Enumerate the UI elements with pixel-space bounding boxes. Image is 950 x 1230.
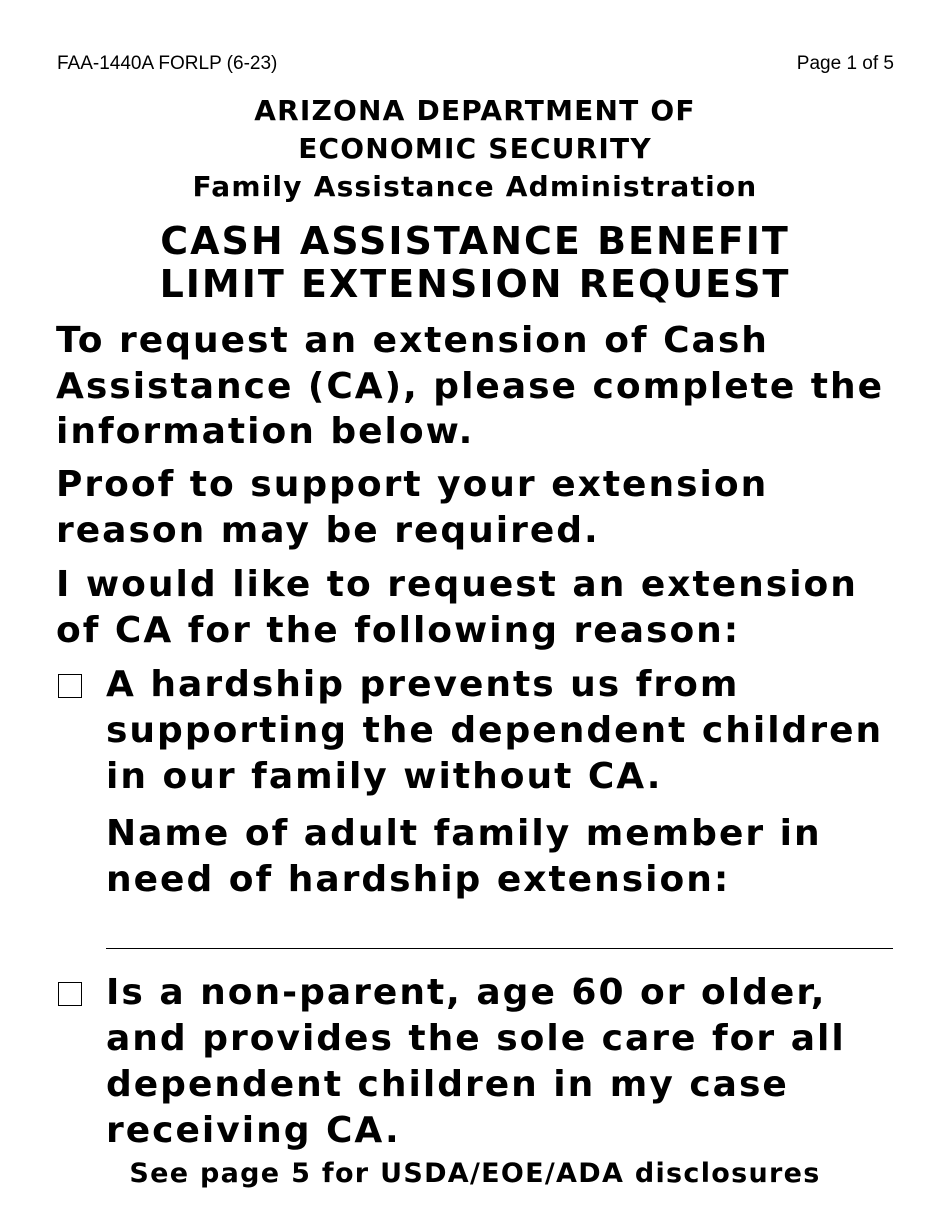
non-parent-option-line: dependent children in my case [106,1064,789,1105]
non-parent-checkbox[interactable] [58,982,82,1006]
disclosure-note: See page 5 for USDA/EOE/ADA disclosures [129,1158,821,1189]
form-title-line-2: LIMIT EXTENSION REQUEST [159,262,791,306]
hardship-name-label [106,811,906,903]
agency-division: Family Assistance Administration [192,170,758,203]
agency-heading [0,92,950,206]
request-line: of CA for the following reason: [56,609,741,651]
proof-line: reason may be required. [56,509,600,551]
proof-line: Proof to support your extension [56,464,769,505]
hardship-option-label [106,662,906,800]
page-number: Page 1 of 5 [796,53,894,74]
intro-paragraph [56,318,916,455]
proof-paragraph [56,462,916,553]
intro-line: Assistance (CA), please complete the [56,365,885,407]
form-title-line-1: CASH ASSISTANCE BENEFIT [160,219,790,263]
form-title [0,220,950,306]
agency-name-line-1: ARIZONA DEPARTMENT OF [254,94,696,127]
adult-family-member-name-field[interactable] [106,948,893,949]
request-line: I would like to request an extension [56,564,858,605]
non-parent-option-line: Is a non-parent, age 60 or older, [106,972,827,1013]
hardship-option-line: supporting the dependent children [106,710,884,751]
form-code: FAA-1440A FORLP (6-23) [57,53,278,74]
hardship-name-label-line: need of hardship extension: [106,859,731,900]
intro-line: To request an extension of Cash [56,320,769,361]
agency-name-line-2: ECONOMIC SECURITY [298,132,652,165]
hardship-checkbox[interactable] [58,674,82,698]
non-parent-option-line: receiving CA. [106,1110,401,1151]
hardship-name-label-line: Name of adult family member in [106,813,822,854]
hardship-option-line: A hardship prevents us from [106,664,740,705]
hardship-option-line: in our family without CA. [106,756,663,797]
non-parent-option-label [106,970,906,1154]
request-paragraph [56,562,916,653]
intro-line: information below. [56,411,475,452]
non-parent-option-line: and provides the sole care for all [106,1018,846,1059]
